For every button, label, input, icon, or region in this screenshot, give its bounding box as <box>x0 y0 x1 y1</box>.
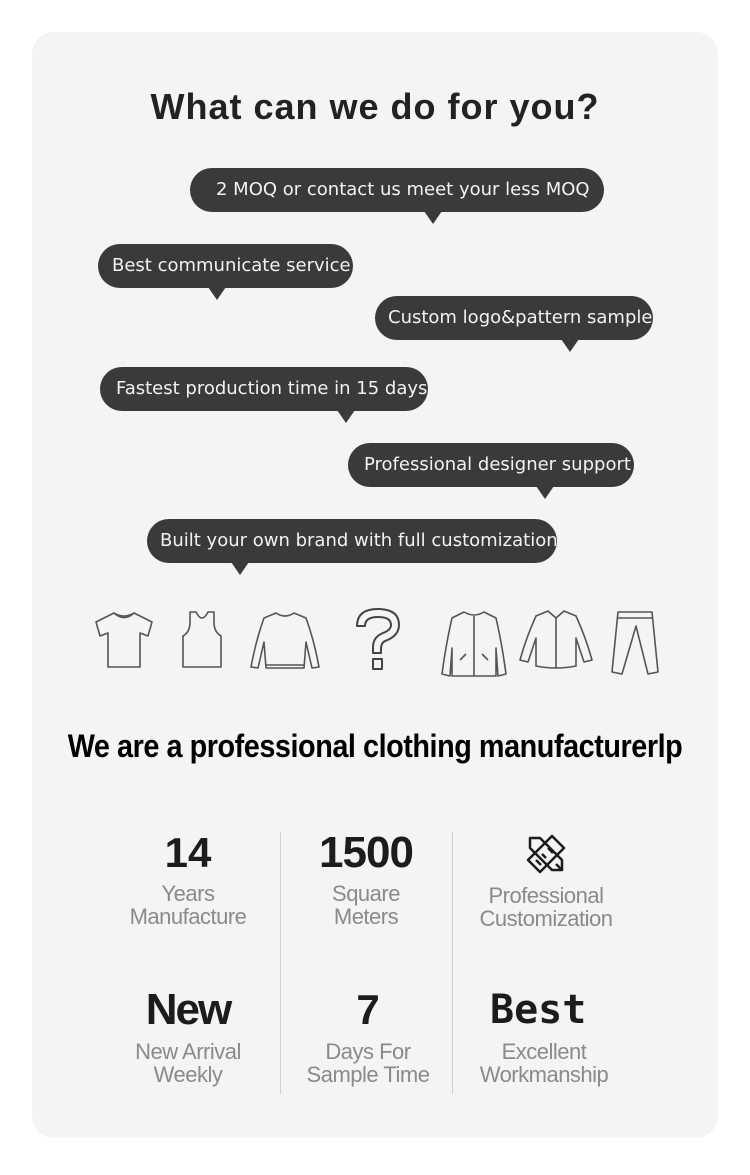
tank-top-icon <box>180 610 224 670</box>
stat-new-arrival <box>108 986 268 1086</box>
stat-days-sample-value: 7 <box>356 986 380 1033</box>
sweatshirt-icon <box>248 610 322 672</box>
stat-square-meters <box>286 830 446 928</box>
bubble-moq-text: 2 MOQ or contact us meet your less MOQ <box>216 179 590 200</box>
pants-icon <box>610 610 660 676</box>
stat-years-label2: Manufacture <box>129 904 247 929</box>
divider-left <box>280 832 281 1094</box>
stat-workmanship-value: Best <box>490 987 587 1033</box>
stat-customization-icon-wrap <box>464 830 628 878</box>
pencil-ruler-icon <box>522 830 570 878</box>
stat-square-meters-label2: Meters <box>333 904 399 929</box>
shirt-icon <box>518 608 594 670</box>
bubble-custom-logo-text: Custom logo&pattern sample <box>388 307 653 328</box>
garment-icons <box>0 600 750 690</box>
question-mark-icon <box>353 606 403 674</box>
stat-customization <box>464 830 628 930</box>
divider-right <box>452 832 453 1094</box>
bubble-communicate-text: Best communicate service <box>112 255 351 276</box>
bubble-brand <box>147 519 557 563</box>
stat-years-label1: Years <box>161 881 215 906</box>
bubble-communicate <box>98 244 353 288</box>
stat-customization-label2: Customization <box>479 906 613 931</box>
stat-new-arrival-label2: Weekly <box>153 1062 223 1087</box>
stat-days-sample-label1: Days For <box>325 1039 411 1064</box>
tshirt-icon <box>92 610 156 670</box>
stat-workmanship-label2: Workmanship <box>479 1062 609 1087</box>
jacket-icon <box>440 608 508 680</box>
stat-customization-label1: Professional <box>488 883 604 908</box>
stat-new-arrival-value: New <box>145 985 231 1034</box>
bubble-moq <box>190 168 604 212</box>
bubble-production <box>100 367 428 411</box>
stat-days-sample <box>286 986 450 1086</box>
stat-days-sample-label2: Sample Time <box>306 1062 430 1087</box>
stat-new-arrival-label1: New Arrival <box>135 1039 241 1064</box>
stat-years-value: 14 <box>164 829 212 876</box>
headline: We are a professional clothing manufacturerlp <box>67 728 683 764</box>
stat-workmanship-label1: Excellent <box>501 1039 587 1064</box>
bubble-custom-logo <box>375 296 653 340</box>
page-title: What can we do for you? <box>150 86 600 127</box>
stat-workmanship <box>462 986 626 1086</box>
bubble-production-text: Fastest production time in 15 days <box>116 378 428 399</box>
bubble-designer-text: Professional designer support <box>364 454 631 475</box>
stat-square-meters-value: 1500 <box>319 828 413 877</box>
bubble-designer <box>348 443 634 487</box>
bubble-brand-text: Built your own brand with full customization <box>160 530 558 551</box>
stat-square-meters-label1: Square <box>332 881 400 906</box>
stat-years <box>108 830 268 928</box>
